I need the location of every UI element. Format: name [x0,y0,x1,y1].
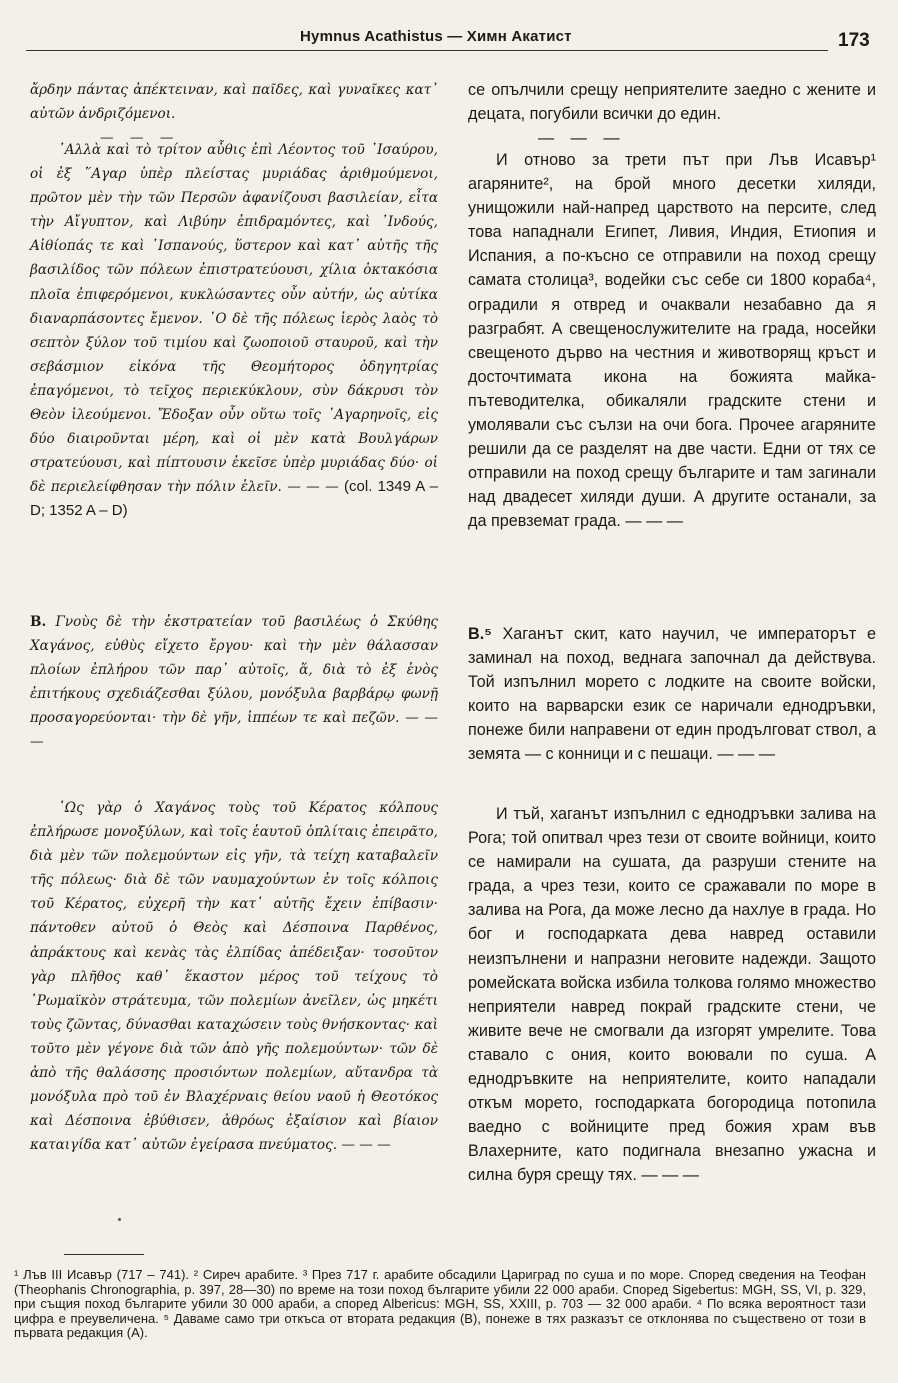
greek-paragraph-3: Γνοὺς δὲ τὴν ἐκστρατείαν τοῦ βασιλέως ὁ Σκύθης Χαγάνος, εὐθὺς εἴχετο ἔργου· καὶ τὴν μὲν θάλασσαν πλοίων ἐπλήρου τῶν παρ᾽ αὐτοῖς, ἅ, διὰ τὸ ἐξ ἑνὸς ἐπιτήκους σχεδιάζεσθαι ξύλου, μονόξυλα βαρβάρῳ φωνῇ προσαγορεύονται· τὴν δὲ γῆν, ἱππέων τε καὶ πεζῶν. — — — [30,614,438,751]
ink-speck [118,1218,121,1221]
header-rule [26,50,828,51]
footnote-rule [64,1254,144,1255]
greek-paragraph-4-block [30,796,438,1157]
bulgarian-paragraph-1: се опълчили срещу неприятелите заедно с жените и децата, погубили всички до един. [468,81,876,124]
greek-paragraph-3-block [30,610,438,755]
bulgarian-section-label: B.⁵ [468,625,492,643]
footnotes: ¹ Лъв III Исавър (717 – 741). ² Сиреч арабите. ³ През 717 г. арабите обсадили Цариград по суша и по море. Според сведения на Теофан (Theophanis Chronographia, p. 397, 28—30) по време на този поход българите убили 22 000 араби. Според Sigebertus: MGH, SS, VI, p. 329, при същия поход българите убили 30 000 араби, а според Albericus: MGH, SS, XXIII, p. 703 — 32 000 араби. ⁴ По всяка вероятност тази цифра е преувеличена. ⁵ Даваме само три откъса от втората редакция (B), понеже в тях разказът се отклонява по съществено от този в първата редакция (А). [14,1267,866,1341]
greek-paragraph-2: ᾽Αλλὰ καὶ τὸ τρίτον αὖθις ἐπὶ Λέοντος τοῦ ᾽Ισαύρου, οἱ ἐξ ῞Αγαρ ὑπὲρ πλείστας μυριάδας ἀριθμούμενοι, πρῶτον μὲν τὴν τῶν Περσῶν ἀφανίζουσι βασιλείαν, εἶτα τὴν Αἴγυπτον, καὶ Λιβύην ἐπιδραμόντες, καὶ ᾽Ινδούς, Αἰθίοπάς τε καὶ ῾Ισπανούς, ὕστερον καὶ κατ᾽ αὐτῆς τῆς βασιλίδος τῶν πόλεων ἐπιστρατεύουσι, χίλια ὀκτακόσια πλοῖα ἐπιφερόμενοι, κυκλώσαντες οὖν αὐτήν, ὡς αὐτίκα διαναρπάσοντες ἔμενον. ῾Ο δὲ τῆς πόλεως ἱερὸς λαὸς τὸ σεπτὸν ξύλον τοῦ τιμίου καὶ ζωοποιοῦ σταυροῦ, καὶ τὴν σεβάσμιον εἰκόνα τῆς Θεομήτορος ὁδηγητρίας ἐπαγόμενοι, τὸ τεῖχος περιεκύκλουν, σὺν δάκρυσι τὸν Θεὸν ἱλεούμενοι. Ἔδοξαν οὖν οὕτω τοῖς ᾽Αγαρηνοῖς, εἰς δύο διαιροῦνται μέρη, καὶ οἱ μὲν κατὰ Βουλγάρων στρατεύουσι, καὶ πίπτουσιν ἐκεῖσε ὑπὲρ μυριάδας δύο· οἱ δὲ περιελείφθησαν τὴν πόλιν ἑλεῖν. — — — [30,142,438,496]
running-header [0,26,898,56]
greek-paragraph-2-block [30,138,438,524]
bulgarian-paragraph-3-block [468,622,876,767]
bulgarian-paragraph-1-block [468,78,876,150]
bulgarian-paragraph-4-block [468,802,876,1188]
greek-section-label: B. [30,614,47,630]
greek-paragraph-4: ῾Ως γὰρ ὁ Χαγάνος τοὺς τοῦ Κέρατος κόλπους ἐπλήρωσε μονοξύλων, καὶ τοῖς ἑαυτοῦ ὁπλίταις ἐπειρᾶτο, διὰ μὲν τῶν πολεμούντων εἰς γῆν, τὰ τείχη καταβαλεῖν τῆς πόλεως· διὰ δὲ τῶν ναυμαχούντων ἐν τοῖς κόλποις τοῦ Κέρατος, εὐχερῆ τὴν κατ᾽ αὐτῆς ἔχειν ἐπίβασιν· πάντοθεν αὐτοῦ ὁ Θεὸς καὶ Δέσποινα Παρθένος, ἀπράκτους καὶ κενὰς τὰς ἐλπίδας ἀπέδειξαν· τοσοῦτον γὰρ πλῆθος καθ᾽ ἕκαστον μέρος τοῦ τείχους τὸ ῾Ρωμαϊκὸν στράτευμα, τῶν πολεμίων ἀνεῖλεν, ὡς μηκέτι τοὺς ζῶντας, δύνασθαι καταχώσειν τοὺς θνήσκοντας· καὶ τοῦτο μὲν γέγονε διὰ τῶν ἀπὸ γῆς πολεμούντων· τῶν δὲ ἀπὸ τῆς θαλάσσης προσιόντων πολεμίων, αὔτανδρα τὰ μονόξυλα πρὸ τοῦ ἐν Βλαχέρναις θείου ναοῦ ἡ Θεοτόκος καὶ Δέσποινα ἐβύθισεν, ἀθρόως ἐξαίσιον καὶ βίαιον καταιγίδα κατ᾽ αὐτῶν ἐγείρασα πνεύματος. — — — [30,800,438,1154]
running-title: Hymnus Acathistus — Химн Акатист [300,28,572,45]
bulgarian-paragraph-3: Хаганът скит, като научил, че императорът е заминал на поход, веднага започнал да действува. Той изпълнил морето с лодките на своите войски, които на варварски език се наричали еднодръвки, понеже били направени от един продълговат ствол, а земята — с конници и с пешаци. — — — [468,625,877,764]
bulgarian-paragraph-2-block [468,148,876,534]
bulgarian-paragraph-2: И отново за трети път при Лъв Исавър¹ агаряните², на брой много десетки хиляди, унищожили най-напред царството на персите, след това нападнали Египет, Ливия, Индия, Етиопия и Испания, а по-късно се отправили на поход срещу самата столица³, водейки със себе си 1800 кораба⁴, оградили я отвред и очаквали незабавно да я разграбят. А свещенослужителите на града, носейки свещеното дърво на честния и животворящ кръст и досточтимата икона на божията майка-пътеводителка, обикаляли градските стени и умолявали със сълзи на очи бога. Прочее агаряните решили да се разделят на две части. Едни от тях се отправили на поход срещу българите и там загинали над двадесет хиляди души. А другите останали, за да превземат града. — — — [468,151,876,531]
bulgarian-separator-1: — — — [538,129,626,148]
page-number: 173 [838,30,870,51]
greek-separator-1: — — — [100,130,180,147]
column-reference: (col. 1349 A – D; 1352 A – D) [30,478,438,520]
bulgarian-paragraph-4: И тъй, хаганът изпълнил с еднодръвки залива на Рога; той опитвал чрез тези от своите войници, които се намирали на сушата, да разруши стените на града, а чрез тези, които се сражавали по море в залива на Рога, да може лесно да нахлуе в града. Но бог и господарката дева навред оставили неизпълнени и напразни неговите надежди. Защото ромейската войска избила толкова голямо множество неприятели навред покрай градските стени, че живите вече не смогвали да изгорят умрелите. Това ставало с ония, които воювали по суша. А еднодръвките на неприятелите, които нападали откъм морето, господарката богородица потопила ваедно с войниците пред божия храм във Влахерните, като подигнала внезапно ужасна и силна буря срещу тях. — — — [468,805,876,1185]
greek-paragraph-1: ἄρδην πάντας ἀπέκτειναν, καὶ παῖδες, καὶ γυναῖκες κατ᾽ αὐτῶν ἀνδριζόμενοι. [30,82,438,123]
